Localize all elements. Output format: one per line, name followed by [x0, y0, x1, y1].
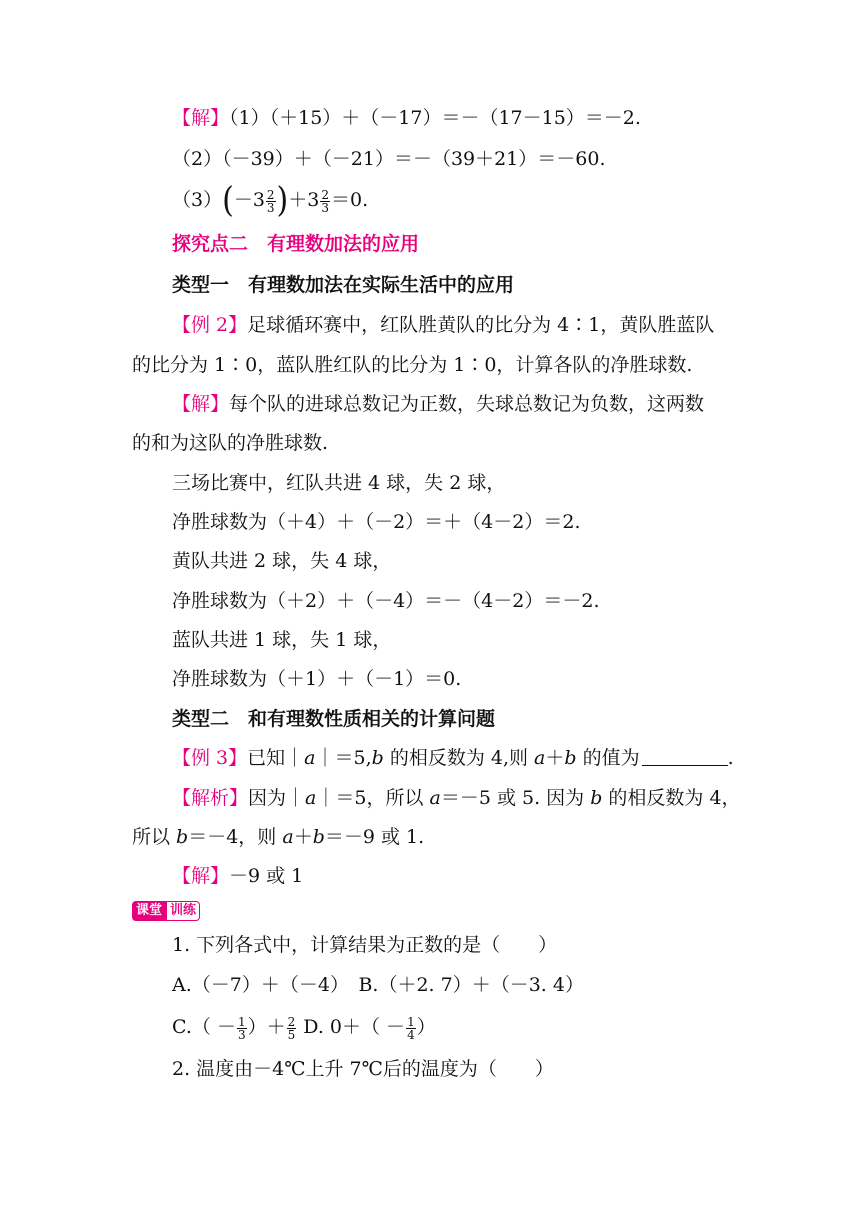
analysis-line-1 — [172, 786, 741, 810]
fraction-denominator: 5 — [287, 1027, 296, 1042]
var-b: b — [590, 787, 603, 809]
example-3-line — [172, 746, 734, 770]
fraction — [237, 1016, 247, 1041]
solution-part-3-prefix: （3） — [172, 189, 223, 211]
right-paren-glyph: ) — [276, 180, 289, 221]
fraction-denominator: 3 — [266, 200, 275, 215]
solution-line-2: （2）（－39）＋（－21）＝－（39＋21）＝－60. — [172, 148, 606, 170]
exercise-1-options-cd — [172, 1015, 436, 1041]
exercise-1: 1. 下列各式中，计算结果为正数的是（ ） — [172, 934, 558, 956]
example-3-solution-line — [172, 864, 303, 888]
example-3-text: 的值为 — [576, 747, 640, 769]
analysis-text: 所以 — [132, 826, 177, 848]
example-2-text-1: 足球循环赛中，红队胜黄队的比分为 4∶1，黄队胜蓝队 — [247, 314, 715, 336]
analysis-text: 因为｜ — [248, 787, 306, 809]
example-2-detail-line: 三场比赛中，红队共进 4 球，失 2 球， — [172, 472, 506, 494]
solution-tag: 【解】 — [172, 865, 230, 887]
fraction-numerator: 2 — [287, 1014, 296, 1029]
section-heading: 探究点二 有理数加法的应用 — [172, 233, 420, 255]
fraction-denominator: 3 — [237, 1027, 246, 1042]
type-2-heading: 类型二 和有理数性质相关的计算问题 — [172, 708, 496, 730]
var-a: a — [429, 787, 441, 809]
var-a: a — [304, 747, 316, 769]
exercise-1-options-ab: A.（－7）＋（－4） B.（＋2. 7）＋（－3. 4） — [172, 974, 584, 996]
exercise-2: 2. 温度由－4℃上升 7℃后的温度为（ ） — [172, 1058, 554, 1080]
solution-tag: 【解】 — [172, 393, 230, 415]
example-2-tag: 【例 2】 — [172, 314, 248, 336]
analysis-tag: 【解析】 — [172, 787, 249, 809]
var-a: a — [305, 787, 317, 809]
analysis-line-2 — [132, 825, 424, 849]
fraction — [406, 1016, 416, 1041]
solution-tag: 【解】 — [172, 107, 230, 129]
var-b: b — [176, 826, 189, 848]
var-a: a — [534, 747, 546, 769]
badge-right: 训练 — [166, 901, 200, 921]
fraction-numerator: 2 — [266, 187, 275, 202]
example-3-text: 的相反数为 4,则 — [383, 747, 535, 769]
example-2-detail-line: 净胜球数为（＋2）＋（－4）＝－（4－2）＝－2. — [172, 590, 600, 612]
analysis-text: ＝－4，则 — [188, 826, 283, 848]
example-3-text: ｜＝5, — [315, 747, 372, 769]
analysis-text: ＋ — [293, 826, 313, 848]
option-c-text: C.（ － — [172, 1016, 236, 1038]
fraction-numerator: 1 — [237, 1014, 246, 1029]
analysis-text: 的相反数为 4， — [602, 787, 741, 809]
example-3-text: 已知｜ — [247, 747, 305, 769]
classroom-practice-badge — [132, 901, 200, 921]
left-paren-glyph: ( — [222, 180, 234, 221]
example-2-detail-line: 净胜球数为（＋1）＋（－1）＝0. — [172, 668, 462, 690]
analysis-text: ｜＝5，所以 — [316, 787, 430, 809]
var-b: b — [312, 826, 325, 848]
option-d-text: D. 0＋（ － — [297, 1016, 406, 1038]
example-3-tag: 【例 3】 — [172, 747, 248, 769]
fraction — [287, 1016, 297, 1041]
fraction — [266, 189, 276, 214]
analysis-text: ＝－9 或 1. — [324, 826, 425, 848]
example-3-solution: －9 或 1 — [229, 865, 304, 887]
example-3-text: . — [727, 747, 734, 769]
example-2-solution-line-2: 的和为这队的净胜球数. — [132, 432, 329, 454]
badge-left: 课堂 — [132, 901, 166, 921]
var-b: b — [564, 747, 577, 769]
solution-part-3-end: ＝0. — [331, 189, 369, 211]
var-b: b — [371, 747, 384, 769]
example-2-line-2: 的比分为 1∶0，蓝队胜红队的比分为 1∶0，计算各队的净胜球数. — [132, 354, 693, 376]
solution-line-3 — [172, 180, 369, 221]
fraction-numerator: 1 — [407, 1014, 415, 1029]
example-2-detail-line: 净胜球数为（＋4）＋（－2）＝＋（4－2）＝2. — [172, 511, 581, 533]
type-1-heading: 类型一 有理数加法在实际生活中的应用 — [172, 274, 515, 296]
example-2-detail-line: 黄队共进 2 球，失 4 球， — [172, 550, 392, 572]
solution-text-1: （1）（＋15）＋（－17）＝－（17－15）＝－2. — [229, 107, 641, 129]
fraction-denominator: 3 — [321, 200, 329, 215]
fraction-denominator: 4 — [407, 1027, 415, 1042]
answer-blank[interactable] — [642, 747, 728, 766]
example-2-solution-line-1 — [172, 392, 704, 416]
mixed-number-neg: －3 — [233, 189, 265, 211]
option-c-text: ）＋ — [247, 1016, 286, 1038]
example-2-line-1 — [172, 313, 714, 337]
var-a: a — [282, 826, 294, 848]
analysis-text: ＝－5 或 5. 因为 — [440, 787, 591, 809]
mixed-number-pos: ＋3 — [288, 189, 320, 211]
example-2-detail-line: 蓝队共进 1 球，失 1 球， — [172, 629, 392, 651]
fraction-numerator: 2 — [321, 187, 329, 202]
option-d-text: ） — [416, 1016, 436, 1038]
example-3-text: ＋ — [545, 747, 565, 769]
fraction — [320, 189, 330, 214]
solution-line-1 — [172, 106, 641, 130]
example-2-solution-text-1: 每个队的进球总数记为正数，失球总数记为负数，这两数 — [229, 393, 705, 415]
